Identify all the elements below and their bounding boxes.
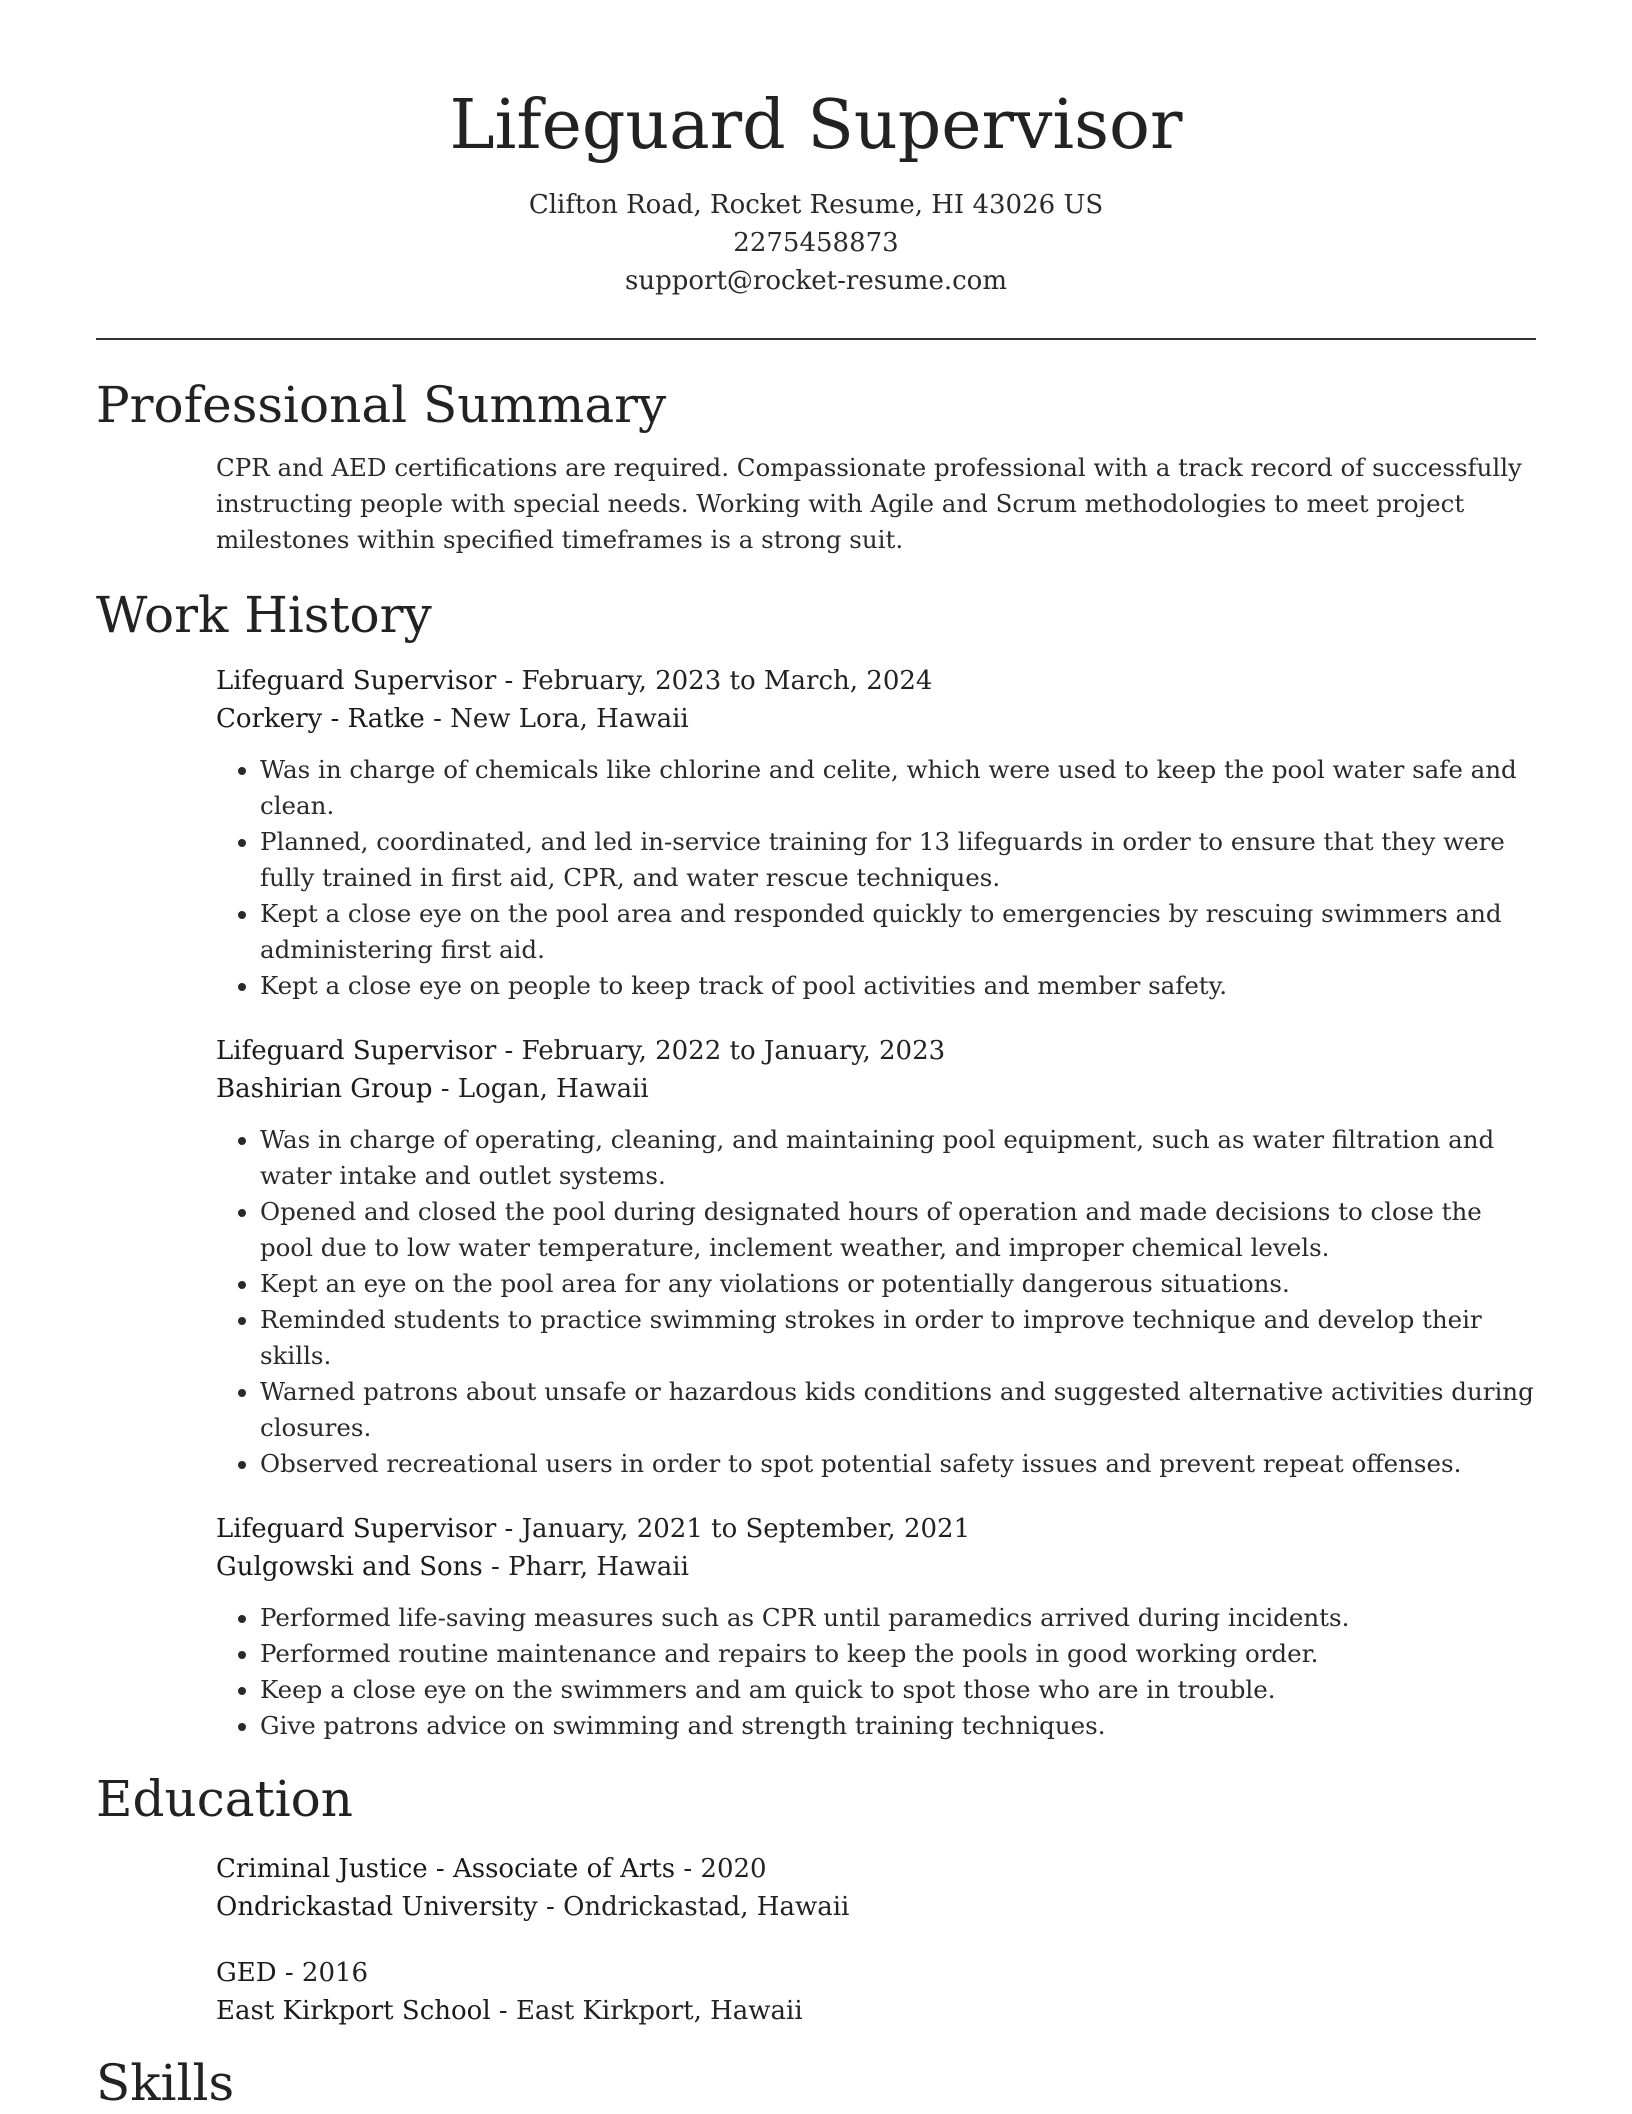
job-bullet: • Reminded students to practice swimming strokes in order to improve technique and develop their skills. [260, 1302, 1536, 1374]
school: East Kirkport School [216, 1996, 491, 2026]
resume-header [96, 0, 1536, 300]
job-company: Gulgowski and Sons [216, 1552, 483, 1582]
job-location: - New Lora, Hawaii [424, 704, 689, 734]
summary-text: CPR and AED certifications are required. Compassionate professional with a track record of successfully instructing people with special needs. Working with Agile and Scrum methodologies to meet project milestones within specified timeframes is a strong suit. [216, 453, 1522, 554]
education-entry [216, 1850, 1536, 1926]
phone: 2275458873 [733, 228, 899, 258]
job-company-line [216, 700, 1536, 738]
job-bullet: • Performed life-saving measures such as CPR until paramedics arrived during incidents. [260, 1600, 1536, 1636]
job-location: - Pharr, Hawaii [482, 1552, 689, 1582]
job-role: Lifeguard Supervisor [216, 1036, 497, 1066]
job-bullet: • Warned patrons about unsafe or hazardous kids conditions and suggested alternative activities during closures. [260, 1374, 1536, 1446]
job-bullet: • Kept an eye on the pool area for any violations or potentially dangerous situations. [260, 1266, 1536, 1302]
job-bullet: • Was in charge of chemicals like chlorine and celite, which were used to keep the pool water safe and clean. [260, 752, 1536, 824]
work-history-section [96, 584, 1536, 1744]
job-entry [216, 662, 1536, 1004]
school-location: - East Kirkport, Hawaii [490, 1996, 803, 2026]
address: Clifton Road, Rocket Resume, HI 43026 US [528, 190, 1104, 220]
job-dates: - January, 2021 to September, 2021 [496, 1514, 971, 1544]
job-bullet: • Opened and closed the pool during designated hours of operation and made decisions to close the pool due to low water temperature, inclement weather, and improper chemical levels. [260, 1194, 1536, 1266]
job-title-line [216, 1510, 1536, 1548]
degree-line [216, 1954, 1536, 1992]
job-company: Corkery - Ratke [216, 704, 425, 734]
job-title-line [216, 1032, 1536, 1070]
job-bullet: • Kept a close eye on people to keep track of pool activities and member safety. [260, 968, 1536, 1004]
job-location: - Logan, Hawaii [432, 1074, 649, 1104]
degree: GED [216, 1958, 277, 1988]
candidate-name: Lifeguard Supervisor [449, 86, 1183, 165]
job-bullets [216, 1600, 1536, 1744]
summary-title: Professional Summary [96, 376, 667, 434]
job-dates: - February, 2022 to January, 2023 [496, 1036, 946, 1066]
job-bullet: • Was in charge of operating, cleaning, and maintaining pool equipment, such as water filtration and water intake and outlet systems. [260, 1122, 1536, 1194]
job-role: Lifeguard Supervisor [216, 1514, 497, 1544]
work-history-title: Work History [96, 586, 432, 644]
school-location: - Ondrickastad, Hawaii [537, 1892, 850, 1922]
degree: Criminal Justice - Associate of Arts [216, 1854, 676, 1884]
job-bullet: • Give patrons advice on swimming and strength training techniques. [260, 1708, 1536, 1744]
job-company-line [216, 1548, 1536, 1586]
degree-line [216, 1850, 1536, 1888]
job-bullets [216, 752, 1536, 1004]
header-divider [96, 338, 1536, 340]
job-company-line [216, 1070, 1536, 1108]
job-company: Bashirian Group [216, 1074, 433, 1104]
job-title-line [216, 662, 1536, 700]
job-entry [216, 1510, 1536, 1744]
job-bullets [216, 1122, 1536, 1482]
job-bullet: • Kept a close eye on the pool area and responded quickly to emergencies by rescuing swimmers and administering first aid. [260, 896, 1536, 968]
school: Ondrickastad University [216, 1892, 538, 1922]
graduation-year: - 2016 [276, 1958, 369, 1988]
education-title: Education [96, 1770, 353, 1828]
job-dates: - February, 2023 to March, 2024 [496, 666, 933, 696]
job-bullet: • Keep a close eye on the swimmers and am quick to spot those who are in trouble. [260, 1672, 1536, 1708]
school-line [216, 1992, 1536, 2030]
job-bullet: • Performed routine maintenance and repairs to keep the pools in good working order. [260, 1636, 1536, 1672]
job-entry [216, 1032, 1536, 1482]
education-section [96, 1768, 1536, 2030]
school-line [216, 1888, 1536, 1926]
job-bullet: • Planned, coordinated, and led in-service training for 13 lifeguards in order to ensure that they were fully trained in first aid, CPR, and water rescue techniques. [260, 824, 1536, 896]
job-role: Lifeguard Supervisor [216, 666, 497, 696]
summary-section [96, 374, 1536, 558]
job-bullet: • Observed recreational users in order to spot potential safety issues and prevent repeat offenses. [260, 1446, 1536, 1482]
education-entry [216, 1954, 1536, 2030]
graduation-year: - 2020 [675, 1854, 767, 1884]
email: support@rocket-resume.com [624, 266, 1007, 296]
skills-section [96, 2052, 1536, 2114]
skills-title: Skills [96, 2054, 235, 2112]
contact-info [96, 186, 1536, 300]
